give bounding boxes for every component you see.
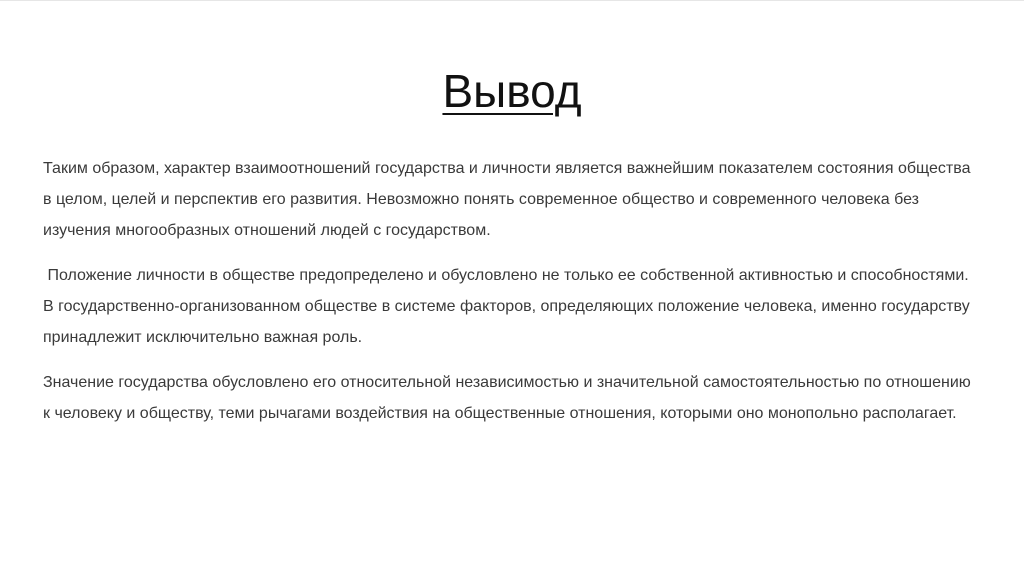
slide-body xyxy=(43,153,978,429)
paragraph-1: Таким образом, характер взаимоотношений государства и личности является важнейшим показателем состояния общества в целом, целей и перспектив его развития. Невозможно понять современное общество и современного человека без изучения многообразных отношений людей с государством. xyxy=(43,160,975,239)
slide-title: Вывод xyxy=(442,65,582,117)
paragraph-3: Значение государства обусловлено его относительной независимостью и значительной самостоятельностью по отношению к человеку и обществу, теми рычагами воздействия на общественные отношения, которыми оно монопольно располагает. xyxy=(43,374,976,422)
paragraph-2: Положение личности в обществе предопределено и обусловлено не только ее собственной активностью и способностями. В государственно-организованном обществе в системе факторов, определяющих положение человека, именно государству принадлежит исключительно важная роль. xyxy=(43,267,975,346)
